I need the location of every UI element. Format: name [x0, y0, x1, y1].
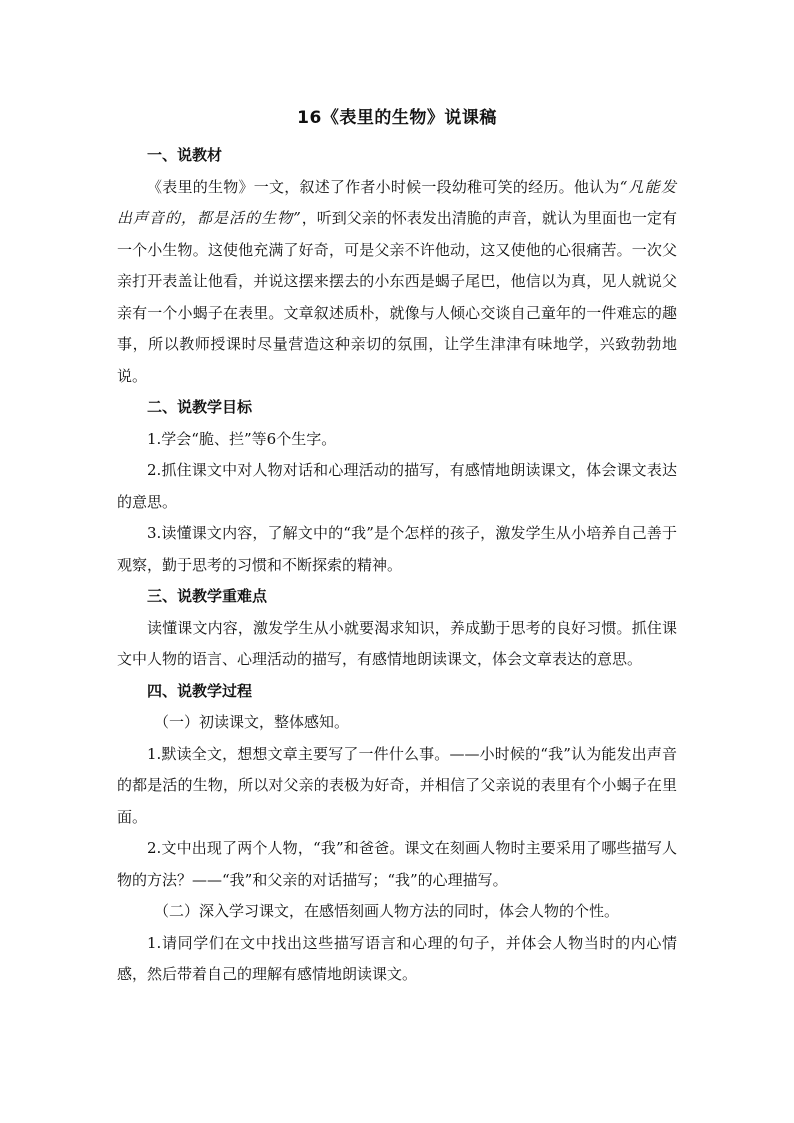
section-heading-key-points: 三、说教学重难点: [147, 587, 268, 605]
process-step-1-item-2: 2.文中出现了两个人物，“我”和爸爸。课文在刻画人物时主要采用了哪些描写人物的方法？——“我”和父亲的对话描写；“我”的心理描写。: [117, 839, 677, 889]
goal-item-2: 2.抓住课文中对人物对话和心理活动的描写，有感情地朗读课文，体会课文表达的意思。: [117, 461, 677, 511]
textbook-paragraph-start: 《表里的生物》一文，叙述了作者小时候一段幼稚可笑的经历。他认为: [147, 177, 620, 196]
textbook-paragraph: [117, 172, 677, 393]
section-heading-goals: 二、说教学目标: [147, 398, 253, 416]
textbook-quote: “凡能发出声音的，都是活的生物”: [117, 177, 677, 227]
key-points-paragraph: 读懂课文内容，激发学生从小就要渴求知识，养成勤于思考的良好习惯。抓住课文中人物的语言、心理活动的描写，有感情地朗读课文，体会文章表达的意思。: [117, 618, 677, 668]
process-step-1-item-1: 1.默读全文，想想文章主要写了一件什么事。——小时候的“我”认为能发出声音的都是活的生物，所以对父亲的表极为好奇，并相信了父亲说的表里有个小蝎子在里面。: [117, 744, 677, 826]
section-heading-textbook: 一、说教材: [147, 146, 223, 164]
textbook-paragraph-end: ，听到父亲的怀表发出清脆的声音，就认为里面也一定有一个小生物。这使他充满了好奇，可是父亲不许他动，这又使他的心很痛苦。一次父亲打开表盖让他看，并说这摆来摆去的小东西是蝎子尾巴，他信以为真，见人就说父亲有一个小蝎子在表里。文章叙述质朴，就像与人倾心交谈自己童年的一件难忘的趣事，所以教师授课时尽量营造这种亲切的氛围，让学生津津有味地学，兴致勃勃地说。: [117, 209, 677, 385]
process-step-1-heading: （一）初读课文，整体感知。: [154, 713, 350, 731]
process-step-2-heading: （二）深入学习课文，在感悟刻画人物方法的同时，体会人物的个性。: [154, 902, 620, 920]
goal-item-1: 1.学会“脆、拦”等6个生字。: [147, 429, 337, 448]
process-step-2-item-1: 1.请同学们在文中找出这些描写语言和心理的句子，并体会人物当时的内心情感，然后带着自己的理解有感情地朗读课文。: [117, 933, 677, 983]
document-body: [117, 140, 677, 991]
document-title: 16《表里的生物》说课稿: [297, 108, 497, 128]
goal-item-3: 3.读懂课文内容，了解文中的“我”是个怎样的孩子，激发学生从小培养自己善于观察，勤于思考的习惯和不断探索的精神。: [117, 524, 677, 574]
section-heading-process: 四、说教学过程: [147, 681, 253, 700]
